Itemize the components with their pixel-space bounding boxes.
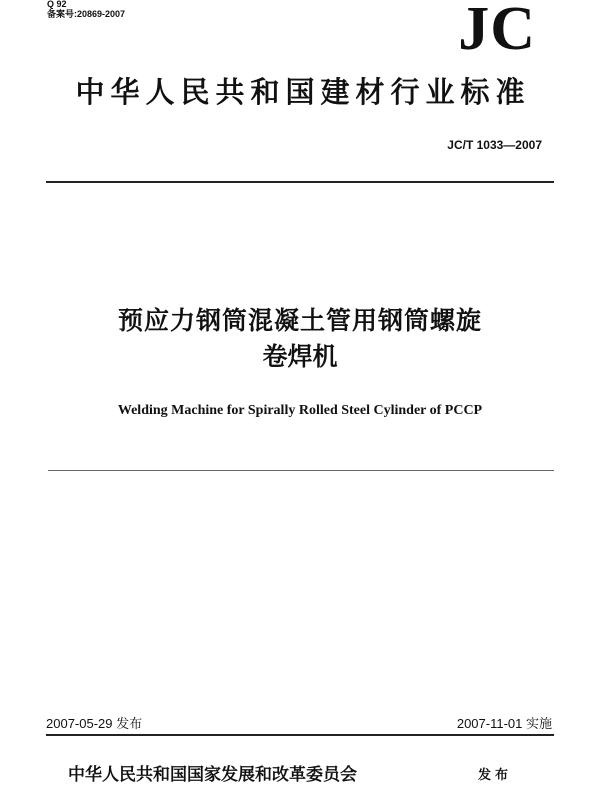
bottom-divider (46, 734, 554, 736)
middle-divider (48, 470, 554, 471)
issue-date: 2007-05-29 发布 (46, 716, 143, 731)
ics-code: Q 92 (47, 0, 67, 9)
filing-number: 备案号:20869-2007 (47, 9, 126, 19)
implementation-date: 2007-11-01 实施 (456, 716, 552, 731)
document-title-cn-line1: 预应力钢筒混凝土管用钢筒螺旋 (117, 306, 482, 335)
issuer-action: 发布 (478, 768, 513, 783)
standard-number: JC/T 1033—2007 (447, 138, 542, 152)
document-title-cn-line2: 卷焊机 (262, 342, 338, 371)
document-title-en: Welding Machine for Spirally Rolled Steel Cylinder of PCCP (117, 403, 483, 418)
jc-logo: JC (458, 0, 536, 63)
top-divider (46, 181, 554, 183)
issuing-authority: 中华人民共和国国家发展和改革委员会 (68, 765, 357, 785)
standard-category-title: 中华人民共和国建材行业标准 (75, 75, 531, 109)
